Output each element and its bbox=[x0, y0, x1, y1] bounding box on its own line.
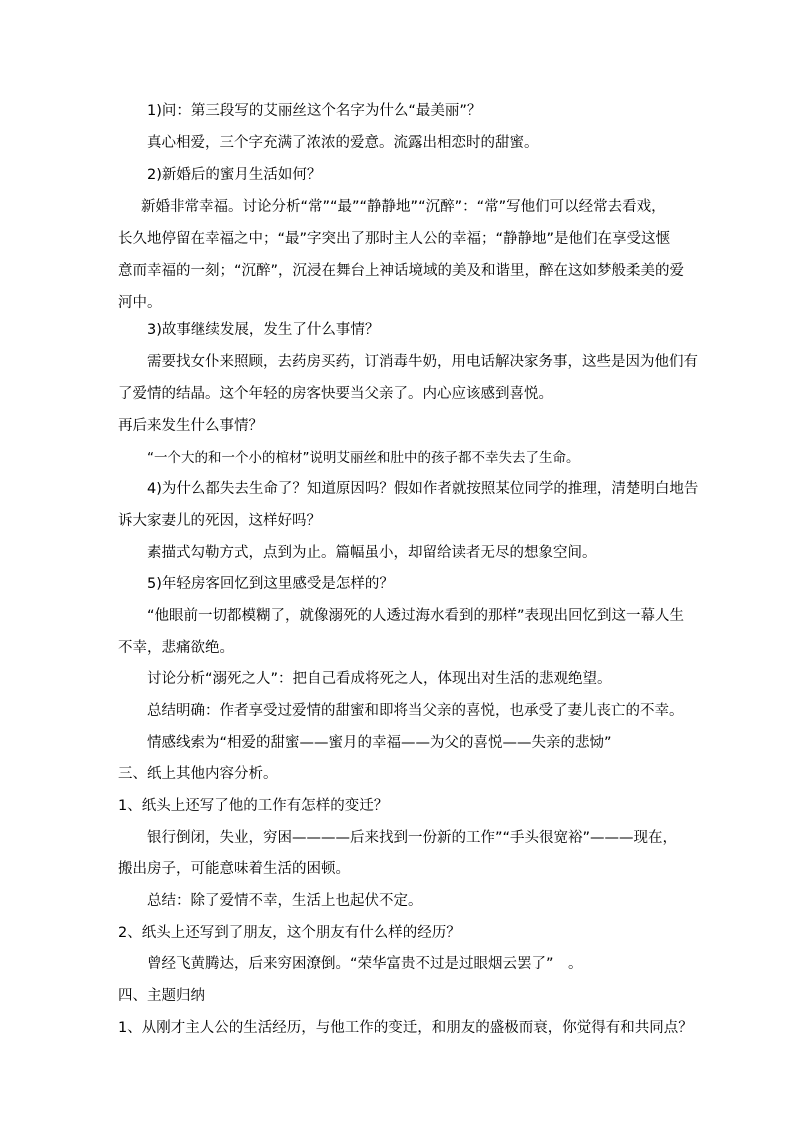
answer-2-line-3: 意而幸福的一刻；“沉醉”，沉浸在舞台上神话境域的美及和谐里，醉在这如梦般柔美的爱 bbox=[118, 263, 685, 279]
answer-5-line-2: 不幸，悲痛欲绝。 bbox=[118, 640, 234, 656]
question-4-line-2: 诉大家妻儿的死因，这样好吗？ bbox=[118, 513, 321, 529]
answer-2-line-2: 长久地停留在幸福之中；“最”字突出了那时主人公的幸福；“静静地”是他们在享受这惬 bbox=[118, 231, 671, 247]
work-answer-line-2: 搬出房子，可能意味着生活的困顿。 bbox=[118, 861, 350, 877]
coffin-quote-line: “一个大的和一个小的棺材”说明艾丽丝和肚中的孩子都不幸失去了生命。 bbox=[147, 450, 580, 466]
theme-question-line: 1、从刚才主人公的生活经历，与他工作的变迁，和朋友的盛极而衰，你觉得有和共同点？ bbox=[118, 1020, 693, 1036]
friend-question-line: 2、纸头上还写到了朋友，这个朋友有什么样的经历？ bbox=[118, 925, 461, 941]
question-5-line: 5)年轻房客回忆到这里感受是怎样的？ bbox=[147, 576, 394, 592]
question-3-line: 3)故事继续发展，发生了什么事情？ bbox=[147, 322, 380, 338]
section-3-heading: 三、纸上其他内容分析。 bbox=[118, 766, 278, 782]
answer-3-line-2: 了爱情的结晶。这个年轻的房客快要当父亲了。内心应该感到喜悦。 bbox=[118, 386, 553, 402]
question-2-line: 2)新婚后的蜜月生活如何？ bbox=[147, 167, 322, 183]
drowning-analysis-line: 讨论分析“溺死之人”：把自己看成将死之人，体现出对生活的悲观绝望。 bbox=[147, 671, 612, 687]
answer-2-line-4: 河中。 bbox=[118, 295, 162, 311]
summary-line: 总结明确：作者享受过爱情的甜蜜和即将当父亲的喜悦，也承受了妻儿丧亡的不幸。 bbox=[147, 703, 684, 719]
answer-5-line-1: “他眼前一切都模糊了，就像溺死的人透过海水看到的那样”表现出回忆到这一幕人生 bbox=[147, 608, 685, 624]
question-1-line: 1)问：第三段写的艾丽丝这个名字为什么“最美丽”？ bbox=[147, 103, 482, 119]
answer-1-line: 真心相爱，三个字充满了浓浓的爱意。流露出相恋时的甜蜜。 bbox=[147, 135, 539, 151]
emotion-clue-line: 情感线索为“相爱的甜蜜——蜜月的幸福——为父的喜悦——失亲的悲恸” bbox=[147, 735, 612, 751]
work-answer-line-1: 银行倒闭，失业，穷困————后来找到一份新的工作”“手头很宽裕”———现在， bbox=[147, 830, 678, 846]
answer-4-line: 素描式勾勒方式，点到为止。篇幅虽小，却留给读者无尽的想象空间。 bbox=[147, 545, 597, 561]
work-question-line: 1、纸头上还写了他的工作有怎样的变迁？ bbox=[118, 798, 389, 814]
friend-answer-line: 曾经飞黄腾达，后来穷困潦倒。“荣华富贵不过是过眼烟云罢了” 。 bbox=[147, 956, 583, 972]
answer-3-line-1: 需要找女仆来照顾，去药房买药，订消毒牛奶，用电话解决家务事，这些是因为他们有 bbox=[147, 354, 698, 370]
answer-2-line-1: 新婚非常幸福。讨论分析“常”“最”“静静地”“沉醉”：“常”写他们可以经常去看戏， bbox=[141, 199, 666, 215]
section-4-heading: 四、主题归纳 bbox=[118, 988, 205, 1004]
followup-question-line: 再后来发生什么事情？ bbox=[118, 418, 263, 434]
work-summary-line: 总结：除了爱情不幸，生活上也起伏不定。 bbox=[147, 893, 423, 909]
question-4-line-1: 4)为什么都失去生命了？知道原因吗？假如作者就按照某位同学的推理，清楚明白地告 bbox=[147, 481, 699, 497]
